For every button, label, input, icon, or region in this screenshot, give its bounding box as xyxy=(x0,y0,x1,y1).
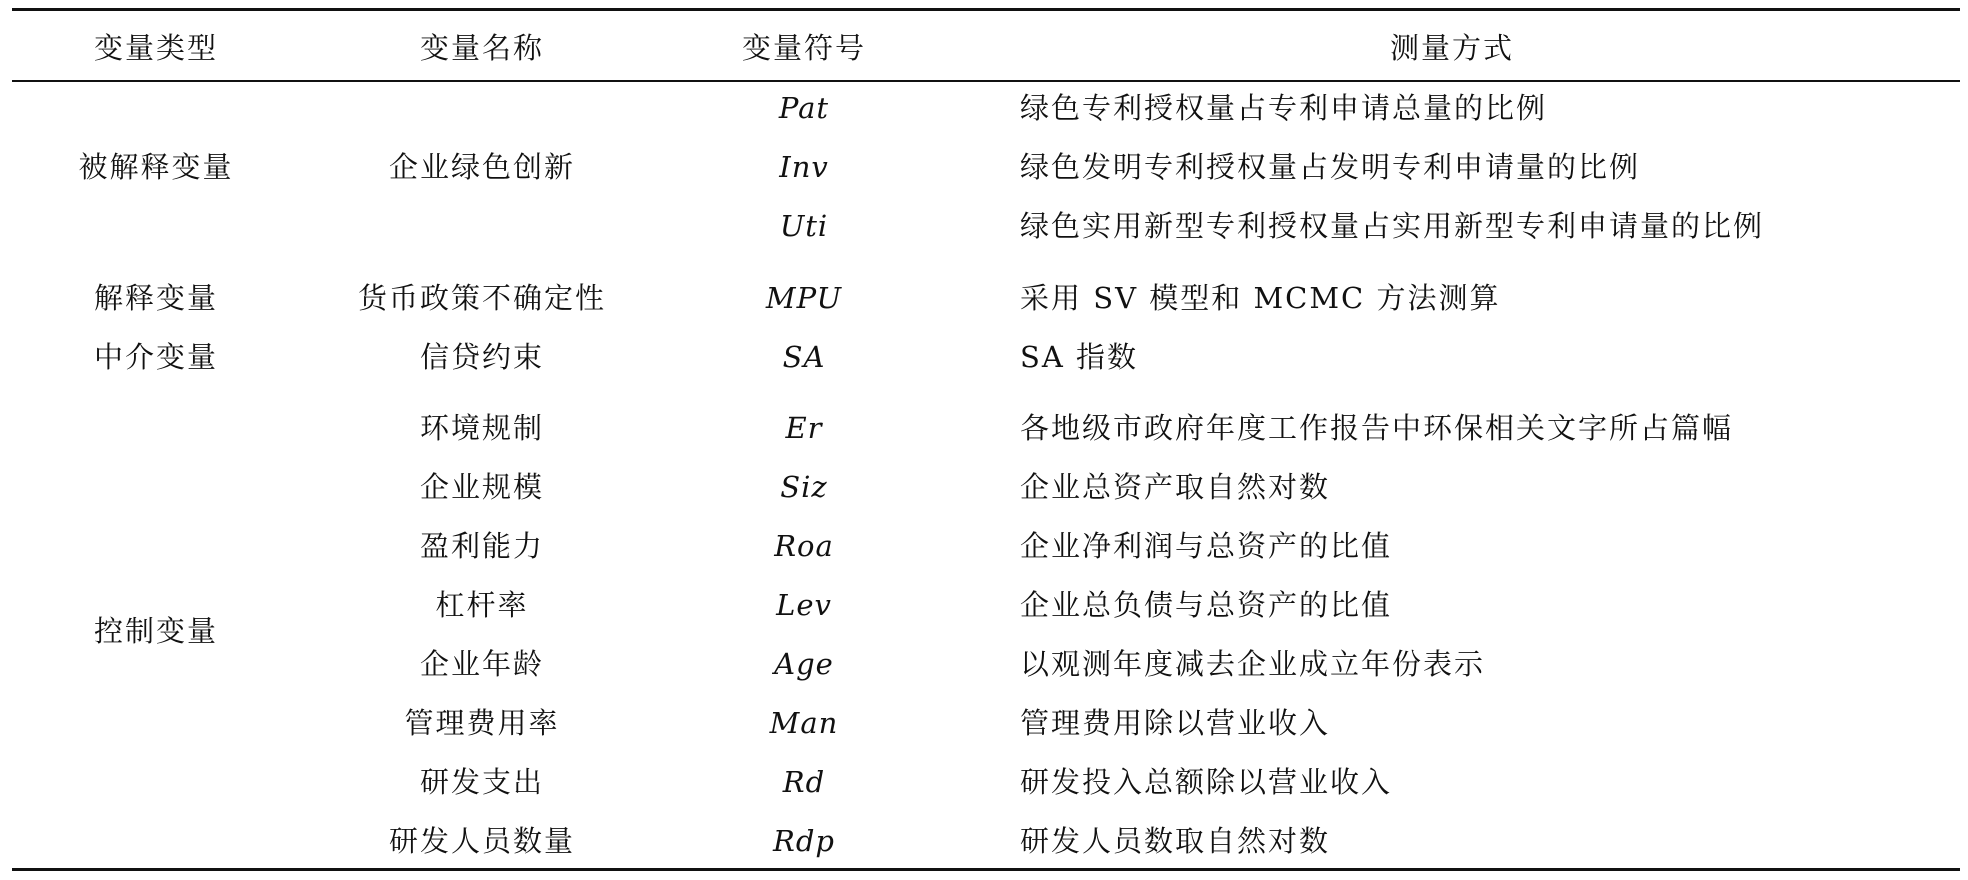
symbol-rdp: Rdp xyxy=(773,824,835,858)
group-control-variable: 控制变量 xyxy=(93,614,219,648)
method-lev: 企业总负债与总资产的比值 xyxy=(1020,588,1393,622)
symbol-roa: Roa xyxy=(774,529,834,563)
method-er: 各地级市政府年度工作报告中环保相关文字所占篇幅 xyxy=(1020,411,1734,445)
variable-name-green-innovation: 企业绿色创新 xyxy=(388,150,576,184)
header-variable-name: 变量名称 xyxy=(419,31,545,65)
symbol-rd: Rd xyxy=(782,765,826,799)
symbol-age: Age xyxy=(774,647,834,681)
variable-name-firm-age: 企业年龄 xyxy=(419,647,545,681)
table-top-rule xyxy=(12,8,1960,11)
group-dependent-variable: 被解释变量 xyxy=(78,150,234,184)
method-sa: SA 指数 xyxy=(1020,340,1139,374)
method-age: 以观测年度减去企业成立年份表示 xyxy=(1020,647,1486,681)
method-pat: 绿色专利授权量占专利申请总量的比例 xyxy=(1020,91,1548,125)
variable-name-rd-expense: 研发支出 xyxy=(419,765,545,799)
symbol-sa: SA xyxy=(782,340,826,374)
variable-name-admin-expense: 管理费用率 xyxy=(404,706,560,740)
symbol-siz: Siz xyxy=(780,470,828,504)
variable-name-mpu: 货币政策不确定性 xyxy=(357,281,607,315)
method-rd: 研发投入总额除以营业收入 xyxy=(1020,765,1393,799)
variable-name-rd-staff: 研发人员数量 xyxy=(388,824,576,858)
symbol-lev: Lev xyxy=(776,588,832,622)
method-inv: 绿色发明专利授权量占发明专利申请量的比例 xyxy=(1020,150,1641,184)
table-bottom-rule xyxy=(12,868,1960,871)
method-roa: 企业净利润与总资产的比值 xyxy=(1020,529,1393,563)
method-rdp: 研发人员数取自然对数 xyxy=(1020,824,1331,858)
method-siz: 企业总资产取自然对数 xyxy=(1020,470,1331,504)
group-explanatory-variable: 解释变量 xyxy=(93,281,219,315)
symbol-mpu: MPU xyxy=(765,281,843,315)
table-header-rule xyxy=(12,80,1960,82)
symbol-uti: Uti xyxy=(779,209,829,243)
symbol-pat: Pat xyxy=(778,91,830,125)
symbol-inv: Inv xyxy=(779,150,829,184)
header-measurement-method: 测量方式 xyxy=(1389,31,1515,65)
variable-name-profitability: 盈利能力 xyxy=(419,529,545,563)
symbol-man: Man xyxy=(769,706,839,740)
variable-name-firm-size: 企业规模 xyxy=(419,470,545,504)
group-mediating-variable: 中介变量 xyxy=(93,340,219,374)
header-variable-symbol: 变量符号 xyxy=(741,31,867,65)
header-variable-type: 变量类型 xyxy=(93,31,219,65)
symbol-er: Er xyxy=(785,411,823,445)
method-mpu: 采用 SV 模型和 MCMC 方法测算 xyxy=(1020,281,1501,315)
method-man: 管理费用除以营业收入 xyxy=(1020,706,1331,740)
method-uti: 绿色实用新型专利授权量占实用新型专利申请量的比例 xyxy=(1020,209,1765,243)
variable-name-env-regulation: 环境规制 xyxy=(419,411,545,445)
variable-name-credit-constraint: 信贷约束 xyxy=(419,340,545,374)
variable-name-leverage: 杠杆率 xyxy=(435,588,529,622)
